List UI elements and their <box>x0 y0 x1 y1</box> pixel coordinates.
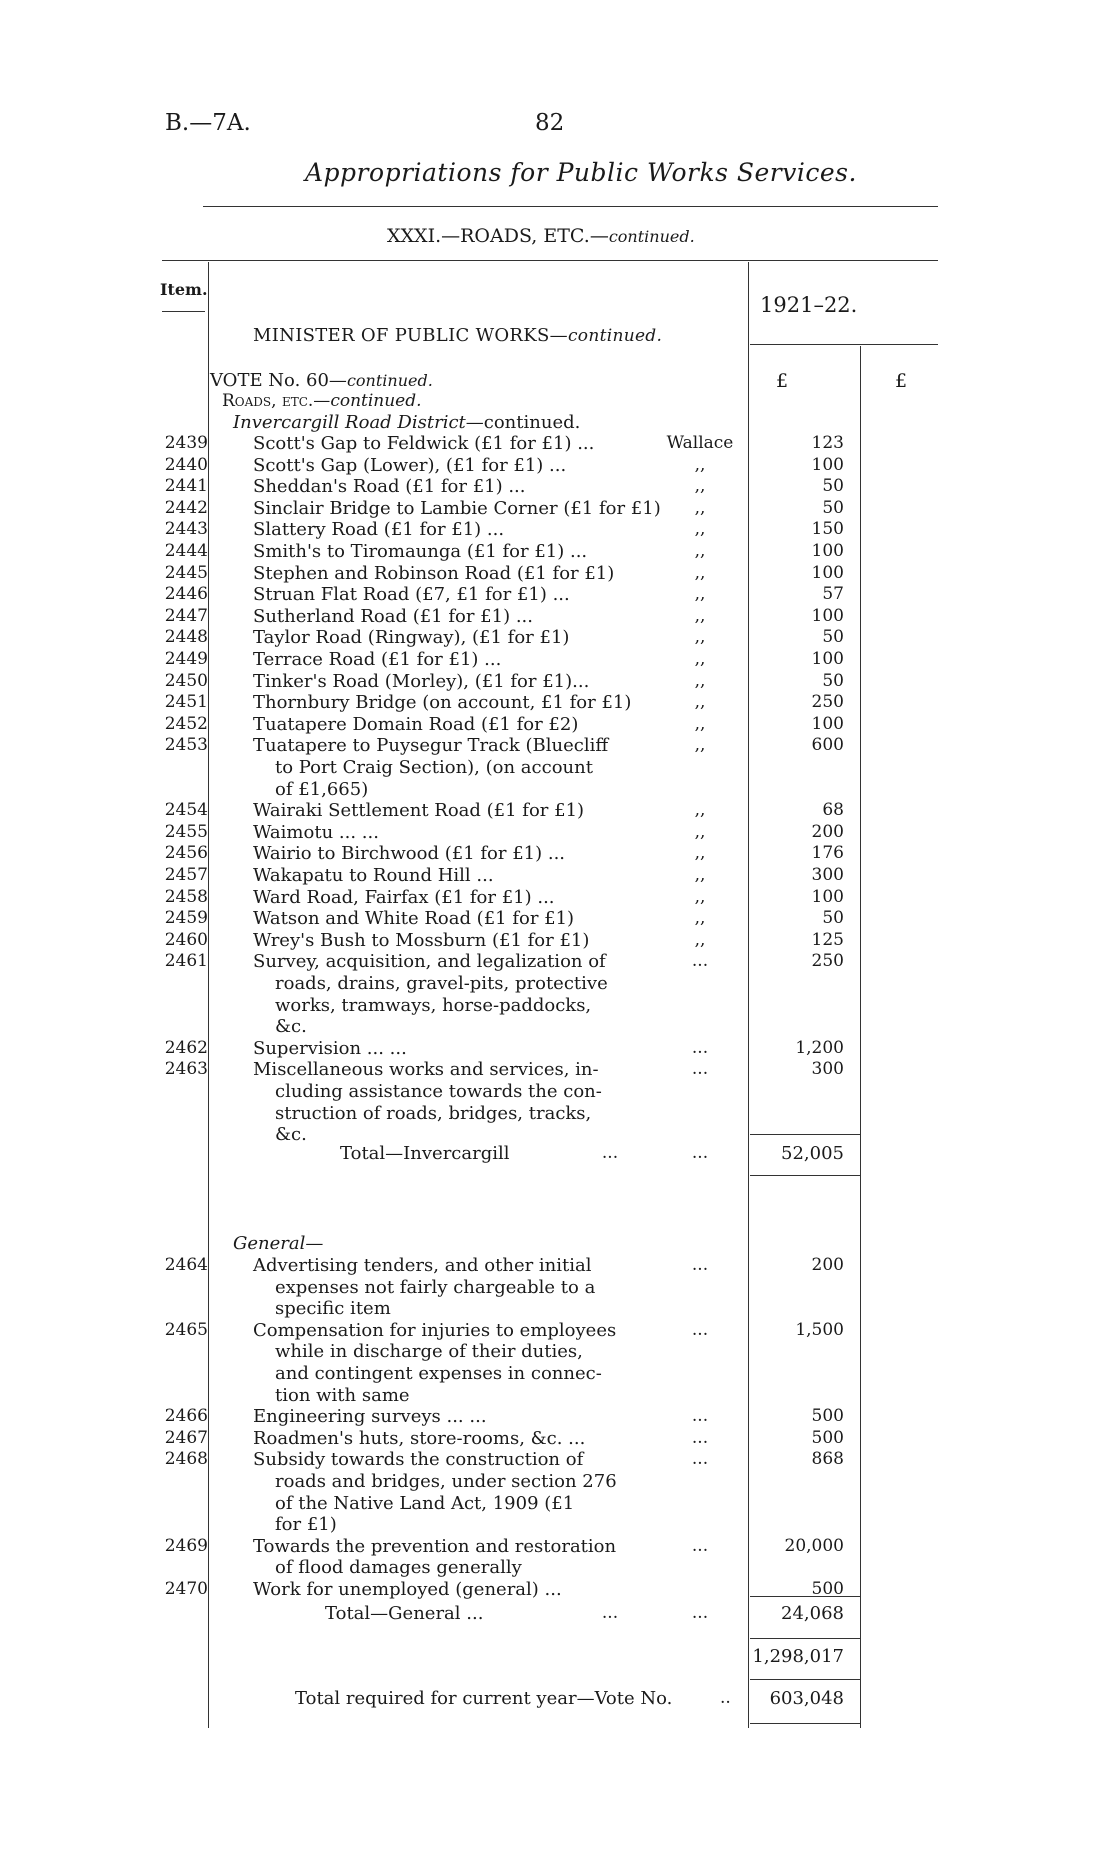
document-series: B.—7A. <box>165 110 251 136</box>
item-number: 2441 <box>164 476 208 497</box>
item-place: ... <box>691 1319 709 1340</box>
item-number: 2461 <box>164 951 208 972</box>
item-number: 2458 <box>164 886 208 907</box>
item-description: Advertising tenders, and other initial <box>253 1255 592 1276</box>
item-number: 2446 <box>164 584 208 605</box>
item-description: Waimotu ... ... <box>253 821 379 843</box>
item-description: Ward Road, Fairfax (£1 for £1) ... <box>253 886 555 908</box>
total-general-label: Total—General ... <box>325 1603 484 1624</box>
leader-dots: ... <box>601 1603 619 1623</box>
item-amount: 100 <box>811 886 844 907</box>
item-place: ,, <box>694 541 706 561</box>
item-amount: 868 <box>811 1449 844 1470</box>
total-column-divider <box>860 346 861 1728</box>
item-column-divider <box>208 262 209 1728</box>
item-number: 2449 <box>164 649 208 669</box>
item-place: ,, <box>694 692 706 713</box>
item-amount: 50 <box>822 627 844 648</box>
item-description: Supervision ... ... <box>253 1037 407 1059</box>
item-place: ,, <box>694 670 706 691</box>
item-description: Taylor Road (Ringway), (£1 for £1) <box>253 627 570 649</box>
item-place: ,, <box>694 821 706 842</box>
page-title: Appropriations for Public Works Services. <box>305 158 857 187</box>
item-description: Tinker's Road (Morley), (£1 for £1)... <box>253 670 590 692</box>
grand-total-rule <box>750 1679 860 1680</box>
item-description: and contingent expenses in connec- <box>275 1363 602 1384</box>
item-amount: 1,200 <box>795 1037 844 1058</box>
item-amount: 500 <box>811 1427 844 1448</box>
item-place: ,, <box>694 562 706 583</box>
item-amount: 100 <box>811 649 844 669</box>
item-number: 2453 <box>164 735 208 756</box>
item-number: 2445 <box>164 562 208 583</box>
item-amount: 57 <box>822 584 844 605</box>
item-number: 2456 <box>164 843 208 864</box>
item-description: Roadmen's huts, store-rooms, &c. ... <box>253 1427 586 1449</box>
item-description: tion with same <box>275 1384 410 1406</box>
item-amount: 250 <box>811 692 844 713</box>
total-invercargill-amount: 52,005 <box>781 1143 844 1164</box>
item-description: Smith's to Tiromaunga (£1 for £1) ... <box>253 541 588 562</box>
item-description: Slattery Road (£1 for £1) ... <box>253 519 505 541</box>
item-description: Wakapatu to Round Hill ... <box>253 865 494 886</box>
leader-dots: ... <box>691 1143 709 1163</box>
item-description: Work for unemployed (general) ... <box>253 1579 562 1600</box>
item-amount: 123 <box>811 433 844 453</box>
item-amount: 200 <box>811 821 844 842</box>
amount-column-divider <box>748 262 749 1728</box>
table-top-rule <box>162 260 938 261</box>
header-rule <box>203 206 938 207</box>
item-amount: 176 <box>811 843 844 864</box>
item-number: 2450 <box>164 670 208 691</box>
item-description: struction of roads, bridges, tracks, <box>275 1102 592 1124</box>
item-number: 2470 <box>164 1579 208 1599</box>
item-description: Engineering surveys ... ... <box>253 1406 487 1428</box>
item-amount: 300 <box>811 1059 844 1080</box>
item-number: 2469 <box>164 1535 208 1556</box>
item-description: Wairaki Settlement Road (£1 for £1) <box>253 800 585 822</box>
leader-dots: ... <box>691 1603 709 1623</box>
leader-dots: .. <box>720 1688 731 1708</box>
required-amount: 603,048 <box>769 1688 844 1709</box>
item-place: ,, <box>694 454 706 475</box>
item-amount: 100 <box>811 605 844 626</box>
item-description: Wairio to Birchwood (£1 for £1) ... <box>253 843 566 865</box>
item-description: roads, drains, gravel-pits, protective <box>275 973 608 994</box>
item-description: Sinclair Bridge to Lambie Corner (£1 for £1) <box>253 497 661 519</box>
item-number: 2451 <box>164 692 208 713</box>
item-description: Stephen and Robinson Road (£1 for £1) <box>253 562 615 584</box>
subtotal-rule <box>750 1175 860 1176</box>
item-amount: 50 <box>822 476 844 497</box>
item-description: roads and bridges, under section 276 <box>275 1471 617 1492</box>
item-description: Wrey's Bush to Mossburn (£1 for £1) <box>253 929 590 951</box>
roads-subheading: Roads, etc.—continued. <box>222 391 422 411</box>
item-place: ,, <box>694 908 706 929</box>
item-place: ... <box>691 1449 709 1470</box>
item-amount: 300 <box>811 865 844 885</box>
item-place: ,, <box>694 713 706 734</box>
item-place: ... <box>691 1255 709 1275</box>
item-amount: 20,000 <box>784 1535 844 1556</box>
item-amount: 150 <box>811 519 844 540</box>
item-number: 2440 <box>164 454 208 475</box>
total-general-amount: 24,068 <box>781 1603 844 1624</box>
item-number: 2464 <box>164 1255 208 1275</box>
section-heading: XXXI.—ROADS, ETC.—continued. <box>387 225 695 247</box>
total-invercargill-label: Total—Invercargill <box>340 1143 510 1164</box>
item-amount: 250 <box>811 951 844 972</box>
subtotal-rule <box>750 1596 860 1597</box>
item-description: Survey, acquisition, and legalization of <box>253 951 606 973</box>
item-place: ... <box>691 951 709 972</box>
item-description: Tuatapere to Puysegur Track (Bluecliff <box>253 735 609 757</box>
item-amount: 50 <box>822 908 844 929</box>
item-description: Scott's Gap (Lower), (£1 for £1) ... <box>253 454 567 476</box>
item-number: 2439 <box>164 433 208 453</box>
item-amount: 125 <box>811 929 844 950</box>
item-description: Miscellaneous works and services, in- <box>253 1059 599 1081</box>
subtotal-rule <box>750 1134 860 1135</box>
item-place: ,, <box>694 476 706 497</box>
item-place: ,, <box>694 843 706 864</box>
item-number: 2465 <box>164 1319 208 1340</box>
item-description: while in discharge of their duties, <box>275 1341 583 1363</box>
item-number: 2466 <box>164 1406 208 1427</box>
item-number: 2468 <box>164 1449 208 1470</box>
item-description: Struan Flat Road (£7, £1 for £1) ... <box>253 584 570 606</box>
item-place: ... <box>691 1059 709 1080</box>
district-heading: Invercargill Road District—continued. <box>233 412 581 433</box>
item-description: for £1) <box>275 1514 337 1536</box>
item-place: ,, <box>694 735 706 756</box>
item-place: ... <box>691 1406 709 1427</box>
item-number: 2459 <box>164 908 208 929</box>
item-description: Sutherland Road (£1 for £1) ... <box>253 605 533 627</box>
item-number: 2443 <box>164 519 208 540</box>
subtotal-rule <box>750 1638 860 1639</box>
item-place: ,, <box>694 627 706 648</box>
item-description: Tuatapere Domain Road (£1 for £2) <box>253 713 579 735</box>
item-number: 2462 <box>164 1037 208 1058</box>
item-number: 2442 <box>164 497 208 518</box>
page-number: 82 <box>535 110 565 136</box>
item-number: 2454 <box>164 800 208 821</box>
item-amount: 600 <box>811 735 844 756</box>
vote-heading: VOTE No. 60—continued. <box>210 370 433 391</box>
item-amount: 500 <box>811 1579 844 1599</box>
item-place: ... <box>691 1037 709 1058</box>
item-description: Thornbury Bridge (on account, £1 for £1) <box>253 692 632 714</box>
item-number: 2457 <box>164 865 208 885</box>
required-underline <box>750 1723 860 1724</box>
item-description: &c. <box>275 1016 307 1038</box>
item-place: ,, <box>694 497 706 518</box>
item-place: ,, <box>694 886 706 907</box>
item-description: Towards the prevention and restoration <box>253 1535 617 1557</box>
item-number: 2455 <box>164 821 208 842</box>
item-place: Wallace <box>666 433 734 453</box>
item-number: 2467 <box>164 1427 208 1448</box>
item-description: specific item <box>275 1298 391 1320</box>
item-description: cluding assistance towards the con- <box>275 1081 602 1102</box>
grand-total-amount: 1,298,017 <box>752 1646 844 1667</box>
item-number: 2448 <box>164 627 208 648</box>
year-column-header: 1921–22. <box>760 293 858 317</box>
item-column-header: Item. <box>160 280 208 299</box>
item-description: Compensation for injuries to employees <box>253 1319 617 1341</box>
item-header-underline <box>162 311 205 312</box>
item-place: ,, <box>694 800 706 821</box>
item-amount: 50 <box>822 497 844 518</box>
item-number: 2452 <box>164 713 208 734</box>
item-description: to Port Craig Section), (on account <box>275 757 593 778</box>
item-number: 2444 <box>164 541 208 561</box>
general-heading: General— <box>233 1233 324 1254</box>
item-number: 2447 <box>164 605 208 626</box>
item-place: ,, <box>694 649 706 669</box>
item-description: Subsidy towards the construction of <box>253 1449 584 1471</box>
item-place: ... <box>691 1427 709 1448</box>
item-number: 2463 <box>164 1059 208 1080</box>
item-amount: 500 <box>811 1406 844 1427</box>
item-amount: 1,500 <box>795 1319 844 1340</box>
item-place: ,, <box>694 519 706 540</box>
item-description: of £1,665) <box>275 778 369 800</box>
item-amount: 68 <box>822 800 844 821</box>
leader-dots: ... <box>601 1143 619 1163</box>
item-amount: 50 <box>822 670 844 691</box>
item-amount: 100 <box>811 454 844 475</box>
year-header-underline <box>750 344 938 345</box>
item-place: ... <box>691 1535 709 1556</box>
item-description: &c. <box>275 1124 307 1146</box>
item-amount: 100 <box>811 713 844 734</box>
item-amount: 100 <box>811 562 844 583</box>
minister-heading: MINISTER OF PUBLIC WORKS—continued. <box>253 325 663 346</box>
item-description: of the Native Land Act, 1909 (£1 <box>275 1492 575 1514</box>
item-place: ,, <box>694 584 706 605</box>
required-label: Total required for current year—Vote No. <box>295 1688 673 1709</box>
item-description: Terrace Road (£1 for £1) ... <box>253 649 502 670</box>
item-number: 2460 <box>164 929 208 950</box>
pound-sign-header: £ <box>776 370 789 392</box>
pound-sign-header: £ <box>895 370 908 392</box>
item-amount: 200 <box>811 1255 844 1275</box>
item-amount: 100 <box>811 541 844 561</box>
item-description: Sheddan's Road (£1 for £1) ... <box>253 476 526 498</box>
item-place: ,, <box>694 929 706 950</box>
item-description: expenses not fairly chargeable to a <box>275 1276 596 1298</box>
item-description: Scott's Gap to Feldwick (£1 for £1) ... <box>253 433 595 454</box>
item-description: works, tramways, horse-paddocks, <box>275 994 592 1016</box>
item-description: of flood damages generally <box>275 1557 522 1579</box>
item-description: Watson and White Road (£1 for £1) <box>253 908 575 930</box>
item-place: ,, <box>694 605 706 626</box>
item-place: ,, <box>694 865 706 885</box>
